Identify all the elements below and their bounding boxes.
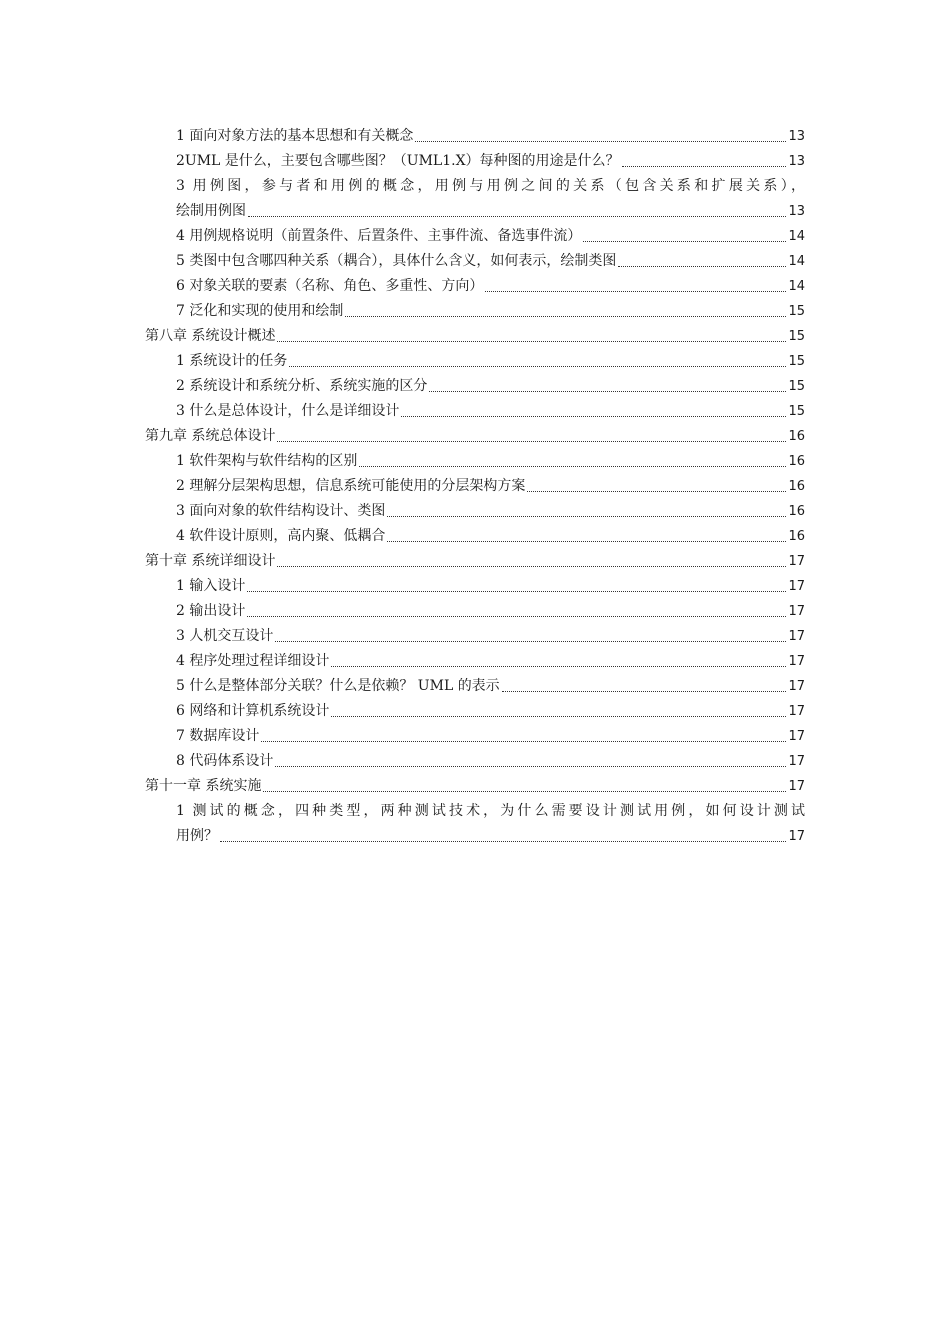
toc-chapter-entry[interactable] [145,424,805,449]
toc-entry-title: 第九章 系统总体设计 [145,428,276,444]
toc-entry-title-line2: 用例？ [176,828,218,844]
toc-entry-title: 1 系统设计的任务 [176,353,288,369]
dot-leader [275,766,786,767]
dot-leader [275,641,786,642]
toc-entry-page: 13 [788,129,805,144]
toc-entry-title: 6 对象关联的要素（名称、角色、多重性、方向） [176,278,484,294]
toc-entry-page: 17 [788,829,805,844]
toc-entry[interactable] [145,449,805,474]
toc-entry-page: 15 [788,304,805,319]
dot-leader [401,416,786,417]
toc-entry-title: 3 什么是总体设计，什么是详细设计 [176,403,400,419]
toc-entry-page: 15 [788,354,805,369]
dot-leader [220,841,786,842]
dot-leader [277,566,786,567]
toc-entry[interactable] [145,224,805,249]
toc-entry-page: 17 [788,704,805,719]
toc-entry-page: 14 [788,254,805,269]
toc-entry-title: 第十章 系统详细设计 [145,553,276,569]
toc-entry[interactable] [145,799,805,849]
toc-entry[interactable] [145,299,805,324]
toc-entry[interactable] [145,374,805,399]
table-of-contents [145,124,805,849]
dot-leader [331,716,786,717]
toc-entry-title: 3 人机交互设计 [176,628,274,644]
toc-chapter-entry[interactable] [145,549,805,574]
toc-entry-page: 16 [788,504,805,519]
dot-leader [248,216,786,217]
toc-entry-page: 14 [788,279,805,294]
dot-leader [277,341,786,342]
toc-entry-title: 4 程序处理过程详细设计 [176,653,330,669]
toc-entry[interactable] [145,474,805,499]
toc-entry[interactable] [145,149,805,174]
toc-entry[interactable] [145,574,805,599]
toc-entry[interactable] [145,599,805,624]
toc-entry-page: 17 [788,779,805,794]
toc-entry-title: 5 什么是整体部分关联？什么是依赖？ UML 的表示 [176,678,500,694]
toc-entry[interactable] [145,699,805,724]
toc-entry-page: 15 [788,379,805,394]
toc-entry[interactable] [145,249,805,274]
toc-entry[interactable] [145,399,805,424]
toc-entry-title: 3 面向对象的软件结构设计、类图 [176,503,386,519]
toc-entry-page: 17 [788,579,805,594]
dot-leader [583,241,786,242]
toc-entry[interactable] [145,349,805,374]
toc-entry-page: 17 [788,604,805,619]
toc-entry-title: 8 代码体系设计 [176,753,274,769]
toc-entry-page: 17 [788,654,805,669]
toc-entry-page: 14 [788,229,805,244]
toc-entry[interactable] [145,624,805,649]
dot-leader [263,791,786,792]
dot-leader [485,291,786,292]
dot-leader [622,166,787,167]
dot-leader [247,591,786,592]
toc-entry-title: 6 网络和计算机系统设计 [176,703,330,719]
dot-leader [618,266,786,267]
toc-entry-title: 第十一章 系统实施 [145,778,262,794]
dot-leader [527,491,786,492]
toc-entry-title: 4 软件设计原则，高内聚、低耦合 [176,528,386,544]
toc-entry-title: 2 理解分层架构思想，信息系统可能使用的分层架构方案 [176,478,526,494]
toc-entry-page: 16 [788,429,805,444]
toc-entry-title: 1 输入设计 [176,578,246,594]
toc-entry-page: 17 [788,629,805,644]
toc-entry-title: 2 系统设计和系统分析、系统实施的区分 [176,378,428,394]
toc-entry-title-line2: 绘制用例图 [176,203,246,219]
toc-entry-title: 1 软件架构与软件结构的区别 [176,453,358,469]
toc-entry[interactable] [145,524,805,549]
toc-entry-title: 2 输出设计 [176,603,246,619]
toc-entry[interactable] [145,749,805,774]
dot-leader [415,141,786,142]
toc-entry-title: 5 类图中包含哪四种关系（耦合），具体什么含义，如何表示，绘制类图 [176,253,617,269]
toc-entry[interactable] [145,124,805,149]
dot-leader [261,741,786,742]
dot-leader [502,691,787,692]
dot-leader [359,466,786,467]
toc-entry-page: 16 [788,479,805,494]
toc-entry[interactable] [145,274,805,299]
toc-chapter-entry[interactable] [145,774,805,799]
toc-entry-title: 4 用例规格说明（前置条件、后置条件、主事件流、备选事件流） [176,228,582,244]
toc-entry[interactable] [145,649,805,674]
toc-entry-page: 17 [788,679,805,694]
toc-entry-title-line1: 1 测试的概念，四种类型，两种测试技术，为什么需要设计测试用例，如何设计测试 [176,803,805,819]
toc-entry-page: 16 [788,454,805,469]
toc-entry[interactable] [145,174,805,224]
toc-entry-title: 7 泛化和实现的使用和绘制 [176,303,344,319]
toc-entry-title: 第八章 系统设计概述 [145,328,276,344]
toc-entry[interactable] [145,499,805,524]
dot-leader [387,516,786,517]
toc-entry[interactable] [145,674,805,699]
toc-entry-page: 13 [788,154,805,169]
dot-leader [345,316,786,317]
toc-entry-title-line1: 3 用例图，参与者和用例的概念，用例与用例之间的关系（包含关系和扩展关系）， [176,178,805,194]
dot-leader [331,666,786,667]
toc-entry-page: 17 [788,729,805,744]
dot-leader [277,441,786,442]
toc-entry-title: 1 面向对象方法的基本思想和有关概念 [176,128,414,144]
dot-leader [247,616,786,617]
toc-entry-page: 17 [788,554,805,569]
toc-entry-title: 2UML 是什么，主要包含哪些图？（UML1.X）每种图的用途是什么？ [176,153,620,169]
dot-leader [289,366,786,367]
dot-leader [387,541,786,542]
toc-entry-title: 7 数据库设计 [176,728,260,744]
toc-entry[interactable] [145,724,805,749]
toc-chapter-entry[interactable] [145,324,805,349]
toc-entry-page: 15 [788,329,805,344]
toc-entry-page: 13 [788,204,805,219]
toc-entry-page: 17 [788,754,805,769]
toc-entry-page: 16 [788,529,805,544]
dot-leader [429,391,786,392]
toc-entry-page: 15 [788,404,805,419]
